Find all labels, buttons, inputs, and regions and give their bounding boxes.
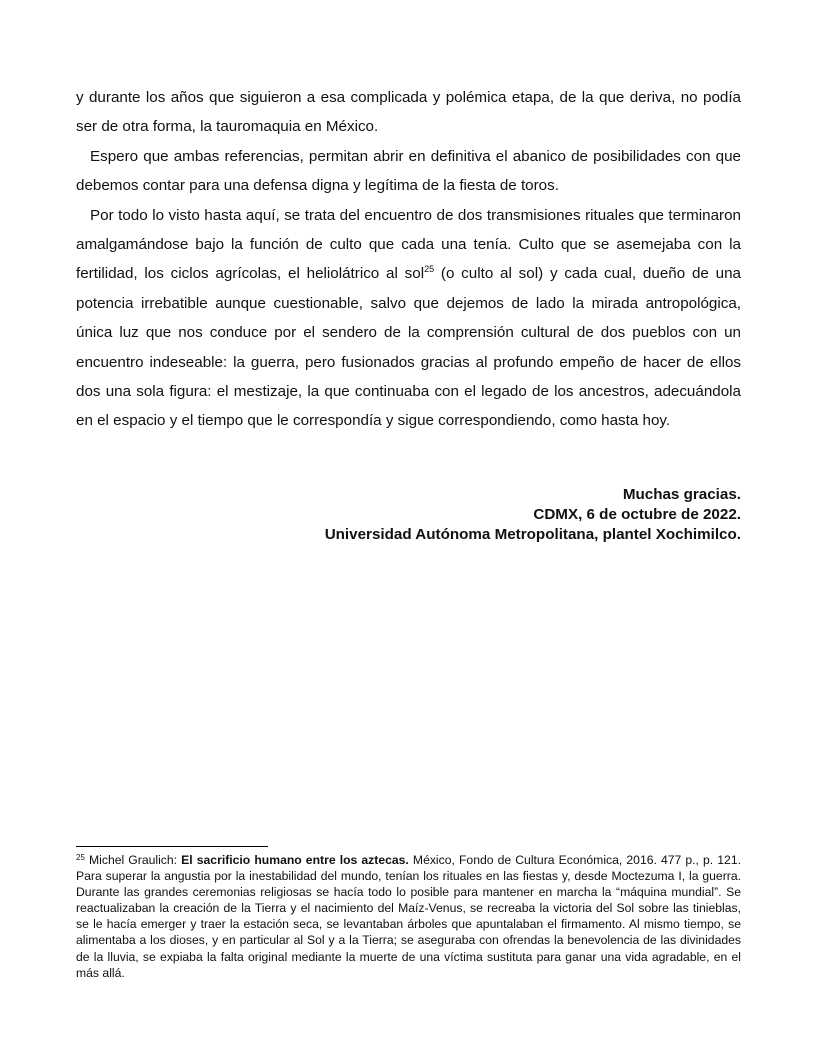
footnote-reference: 25 [424, 264, 435, 275]
closing-signature [76, 485, 741, 545]
body-text [76, 83, 741, 436]
closing-place-date: CDMX, 6 de octubre de 2022. [533, 506, 741, 523]
paragraph-3-text-b: (o culto al sol) y cada cual, dueño de una potencia irrebatible aunque cuestionable, salvo que dejemos de lado la mirada antropológica, única luz que nos conduce por el sendero de la comprensión cultural de dos pueblos con un encuentro indeseable: la guerra, pero fusionados gracias al profundo empeño de hacer de ellos dos una sola figura: el mestizaje, la que continuaba con el legado de los ancestros, adecuándola en el espacio y el tiempo que le correspondía y sigue correspondiendo, como hasta hoy. [76, 265, 741, 430]
footnote-25 [76, 852, 741, 981]
footnote-book-title: El sacrificio humano entre los aztecas. [181, 853, 409, 867]
footnote-number: 25 [76, 853, 85, 862]
footnote-separator [76, 846, 268, 847]
paragraph-3 [76, 201, 741, 436]
footnote-author: Michel Graulich: [84, 853, 182, 867]
paragraph-2: Espero que ambas referencias, permitan abrir en definitiva el abanico de posibilidades con que debemos contar para una defensa digna y legítima de la fiesta de toros. [76, 147, 741, 195]
closing-institution: Universidad Autónoma Metropolitana, plantel Xochimilco. [324, 526, 741, 543]
paragraph-3-text-a: Por todo lo visto hasta aquí, se trata del encuentro de dos transmisiones rituales que terminaron amalgamándose bajo la función de culto que cada una tenía. Culto que se asemejaba con la fertilidad, los ciclos agrícolas, el heliolátrico al sol [76, 206, 741, 283]
paragraph-1: y durante los años que siguieron a esa complicada y polémica etapa, de la que deriva, no podía ser de otra forma, la tauromaquia en México. [76, 89, 741, 136]
footnote-text: México, Fondo de Cultura Económica, 2016. 477 p., p. 121. Para superar la angustia por la inestabilidad del mundo, tenían los rituales en las fiestas y, desde Moctezuma I, la guerra. Durante las grandes ceremonias religiosas se hacía todo lo posible para mantener en marcha la “máquina mundial”. Se reactualizaban la creación de la Tierra y el nacimiento del Maíz-Venus, se recreaba la victoria del Sol sobre las tinieblas, se le hacía emerger y traer la estación seca, se levantaban árboles que apuntalaban el firmamento. Al mismo tiempo, se alimentaba a los dioses, y en particular al Sol y a la Tierra; se aseguraba con ofrendas la benevolencia de las divinidades de la lluvia, se expiaba la falta original mediante la muerte de una víctima sustituta para ganar una vida agradable, en el más allá. [76, 853, 741, 980]
closing-thanks: Muchas gracias. [622, 486, 741, 503]
